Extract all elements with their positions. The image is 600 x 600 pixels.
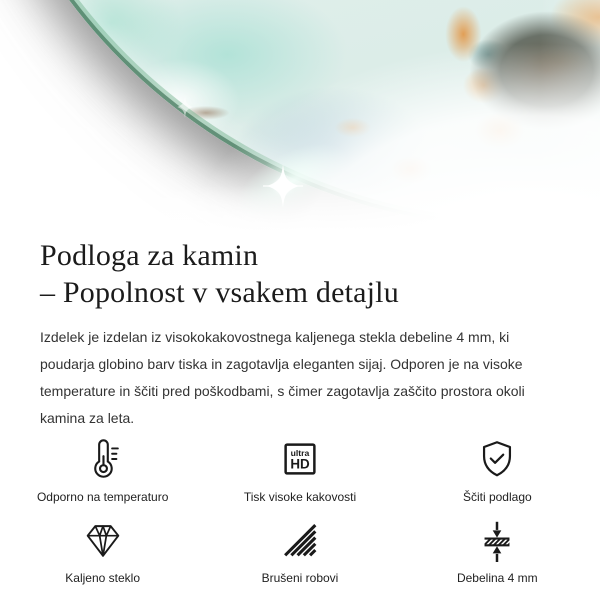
hatched-edge-icon — [277, 517, 323, 563]
page-title — [40, 237, 560, 311]
diamond-icon — [80, 517, 126, 563]
product-image — [0, 0, 600, 232]
feature-thickness — [399, 517, 596, 586]
sparkle-small-icon — [172, 94, 198, 120]
feature-label: Debelina 4 mm — [456, 571, 538, 585]
svg-text:ultra: ultra — [290, 448, 310, 459]
feature-label: Odporno na temperaturo — [36, 490, 169, 504]
product-description: Izdelek je izdelan iz visokokakovostnega kaljenega stekla debeline 4 mm, ki poudarja globino barv tiska in zagotavlja eleganten sijaj. Odporen je na visoke temperature in ščiti pred poškodbami, s čimer zagotavlja zaščito prostora okoli kamina za leta. — [40, 329, 525, 426]
page-title-line2: – Popolnost v vsakem detajlu — [40, 276, 399, 309]
feature-label: Tisk visoke kakovosti — [243, 490, 357, 504]
shield-check-icon — [474, 436, 520, 482]
svg-text:HD: HD — [290, 456, 310, 472]
content-section — [0, 232, 600, 432]
thermometer-icon — [80, 436, 126, 482]
feature-protects-surface — [399, 436, 596, 505]
feature-label: Ščiti podlago — [462, 490, 532, 504]
feature-grid — [0, 436, 600, 586]
feature-print-quality — [201, 436, 398, 505]
feature-polished-edges — [201, 517, 398, 586]
feature-label: Brušeni robovi — [261, 571, 339, 585]
thickness-icon — [474, 517, 520, 563]
page-title-line1: Podloga za kamin — [40, 239, 259, 272]
sparkle-icon — [259, 162, 307, 210]
feature-temperature — [4, 436, 201, 505]
feature-label: Kaljeno steklo — [65, 571, 141, 585]
feature-tempered-glass — [4, 517, 201, 586]
ultra-hd-icon — [277, 436, 323, 482]
